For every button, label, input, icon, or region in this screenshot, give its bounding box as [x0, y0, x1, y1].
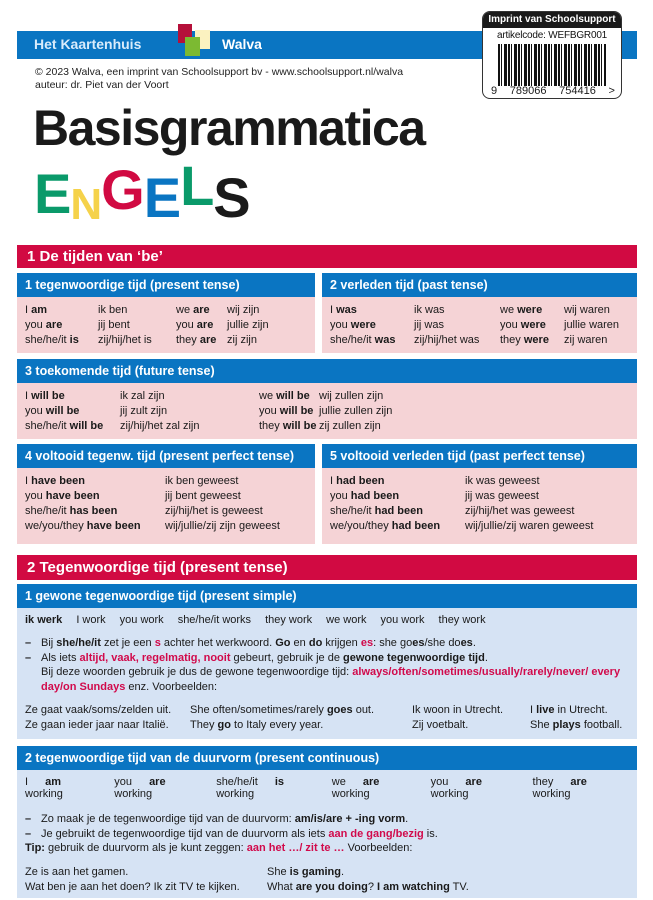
barcode-digit: > — [608, 85, 615, 97]
title-letter: L — [180, 154, 214, 217]
note-item: – Als iets altijd, vaak, regelmatig, nooit gebeurt, gebruik je de gewone tegenwoordige tijd. — [25, 651, 488, 664]
present-simple-notes — [17, 632, 637, 694]
example-nl: Ik woon in Utrecht. — [412, 704, 504, 716]
example-nl: Wat ben je aan het doen? Ik zit TV te kijken. — [25, 880, 240, 893]
cell: wij/jullie/zij waren geweest — [465, 520, 594, 532]
barcode-digits — [491, 85, 615, 97]
barcode-heading: Imprint van Schoolsupport — [483, 12, 621, 28]
example-en: I live in Utrecht. — [530, 704, 608, 716]
cell: I was — [330, 304, 357, 316]
author-text: auteur: dr. Piet van der Voort — [35, 79, 169, 91]
cell: you were — [500, 319, 546, 331]
cell: zij zullen zijn — [319, 420, 381, 432]
past-tense-panel — [322, 273, 637, 353]
cell: jij was geweest — [465, 490, 539, 502]
cell: I have been — [25, 475, 85, 487]
cell: we will be — [259, 390, 310, 402]
present-simple-conjugation — [17, 608, 637, 626]
present-perfect-heading: 4 voltooid tegenw. tijd (present perfect tense) — [17, 444, 315, 468]
barcode-label — [482, 11, 622, 99]
copyright-text: © 2023 Walva, een imprint van Schoolsupport bv - www.schoolsupport.nl/walva — [35, 66, 404, 78]
cell: ik was geweest — [465, 475, 540, 487]
cell: zij/hij/het was geweest — [465, 505, 575, 517]
present-perfect-table — [17, 468, 315, 533]
verb-form: I am working — [25, 776, 63, 800]
present-tense-heading: 1 tegenwoordige tijd (present tense) — [17, 273, 315, 297]
cell: I will be — [25, 390, 65, 402]
present-continuous-conjugation — [17, 770, 637, 800]
page-subtitle-engels — [34, 154, 250, 233]
cell: I had been — [330, 475, 385, 487]
barcode-digit: 9 — [491, 85, 498, 97]
example-nl: Ze gaat vaak/soms/zelden uit. — [25, 704, 172, 716]
cell: they will be — [259, 420, 317, 432]
present-continuous-heading: 2 tegenwoordige tijd van de duurvorm (present continuous) — [17, 746, 637, 770]
past-perfect-heading: 5 voltooid verleden tijd (past perfect tense) — [322, 444, 637, 468]
present-perfect-panel — [17, 444, 315, 544]
present-tense-table — [17, 297, 315, 347]
cell: we were — [500, 304, 543, 316]
cell: ik zal zijn — [120, 390, 165, 402]
brand-het-kaartenhuis: Het Kaartenhuis — [34, 36, 142, 52]
article-code: artikelcode: WEFBGR001 — [496, 30, 608, 41]
cell: you have been — [25, 490, 100, 502]
note-item: Bij deze woorden gebruik je dus de gewone tegenwoordige tijd: always/often/sometimes/usually/rarely/never/ every day/on Sundays enz. Voorbeelden: — [41, 666, 621, 693]
example-en: She plays football. — [530, 719, 623, 731]
past-tense-heading: 2 verleden tijd (past tense) — [322, 273, 637, 297]
cell: she/he/it is — [25, 334, 79, 346]
verb-form: you are working — [430, 776, 482, 800]
example-nl: Ze is aan het gamen. — [25, 865, 129, 878]
example-nl: Ze gaan ieder jaar naar Italië. — [25, 719, 169, 731]
cell: you will be — [25, 405, 80, 417]
note-item: – Zo maak je de tegenwoordige tijd van de duurvorm: am/is/are + -ing vorm. — [25, 813, 409, 825]
present-tense-panel — [17, 273, 315, 353]
barcode-icon — [498, 44, 606, 86]
cell: jullie zullen zijn — [319, 405, 393, 417]
present-continuous-panel — [17, 746, 637, 898]
future-tense-heading: 3 toekomende tijd (future tense) — [17, 359, 637, 383]
example-en: She often/sometimes/rarely goes out. — [190, 704, 375, 716]
cell: jullie zijn — [227, 319, 269, 331]
title-letter: N — [70, 180, 102, 229]
verb-form: you work — [119, 614, 164, 626]
verb-form: we work — [326, 614, 367, 626]
cell: she/he/it had been — [330, 505, 423, 517]
present-simple-heading: 1 gewone tegenwoordige tijd (present simple) — [17, 584, 637, 608]
cell: ik was — [414, 304, 445, 316]
cell: jij bent — [98, 319, 130, 331]
tip-item: Tip: gebruik de duurvorm als je kunt zeggen: aan het …/ zit te … Voorbeelden: — [25, 842, 413, 854]
note-item: – Je gebruikt de tegenwoordige tijd van de duurvorm als iets aan de gang/bezig is. — [25, 827, 438, 840]
cell: zij/hij/het is — [98, 334, 152, 346]
cell: zij waren — [564, 334, 608, 346]
cell: she/he/it has been — [25, 505, 118, 517]
example-en: What are you doing? I am watching TV. — [267, 880, 469, 893]
barcode-digit: 789066 — [509, 85, 547, 97]
cell: jij bent geweest — [165, 490, 241, 502]
title-letter: E — [34, 162, 71, 225]
walva-logo-icon — [176, 24, 212, 58]
present-continuous-notes — [17, 808, 637, 856]
example-en: She is gaming. — [267, 865, 345, 878]
cell: we/you/they had been — [330, 520, 441, 532]
cell: jij zult zijn — [120, 405, 168, 417]
barcode-digit: 754416 — [559, 85, 596, 97]
cell: jullie waren — [564, 319, 620, 331]
verb-form: they work — [265, 614, 313, 626]
cell: you had been — [330, 490, 400, 502]
cell: we are — [176, 304, 210, 316]
future-tense-table — [17, 383, 637, 433]
brand-walva: Walva — [222, 36, 262, 52]
cell: zij/hij/het zal zijn — [120, 420, 200, 432]
cell: zij/hij/het was — [414, 334, 480, 346]
title-letter: G — [101, 158, 144, 221]
verb-form: ik werk — [25, 614, 63, 626]
cell: wij waren — [564, 304, 610, 316]
verb-form: she/he/it is working — [216, 776, 285, 800]
copyright-block — [35, 66, 403, 92]
cell: you are — [176, 319, 214, 331]
example-nl: Zij voetbalt. — [412, 719, 469, 731]
cell: they are — [176, 334, 217, 346]
title-letter: E — [143, 166, 181, 229]
page-title: Basisgrammatica — [33, 100, 425, 156]
cell: zij/hij/het is geweest — [165, 505, 263, 517]
cell: we/you/they have been — [25, 520, 141, 532]
title-letter: S — [213, 166, 250, 229]
cell: she/he/it was — [330, 334, 396, 346]
verb-form: they are working — [532, 776, 587, 800]
past-perfect-panel — [322, 444, 637, 544]
cell: wij zijn — [227, 304, 260, 316]
present-simple-examples — [17, 694, 637, 733]
example-en: They go to Italy every year. — [190, 719, 324, 731]
cell: they were — [500, 334, 549, 346]
past-perfect-table — [322, 468, 637, 533]
verb-form: they work — [438, 614, 486, 626]
verb-form: you work — [380, 614, 425, 626]
cell: I am — [25, 304, 48, 316]
cell: wij zullen zijn — [319, 390, 384, 402]
future-tense-panel — [17, 359, 637, 439]
cell: wij/jullie/zij zijn geweest — [165, 520, 280, 532]
verb-form: you are working — [114, 776, 166, 800]
verb-form: we are working — [331, 776, 380, 800]
cell: ik ben geweest — [165, 475, 239, 487]
cell: you will be — [259, 405, 314, 417]
cell: she/he/it will be — [25, 420, 104, 432]
verb-form: she/he/it works — [177, 614, 252, 626]
section-2-heading: 2 Tegenwoordige tijd (present tense) — [17, 555, 637, 580]
cell: you were — [330, 319, 376, 331]
cell: you are — [25, 319, 63, 331]
section-1-heading: 1 De tijden van ‘be’ — [17, 245, 637, 268]
present-continuous-examples — [17, 856, 637, 895]
verb-form: I work — [76, 614, 106, 626]
present-simple-panel — [17, 584, 637, 739]
past-tense-table — [322, 297, 637, 347]
cell: ik ben — [98, 304, 128, 316]
cell: zij zijn — [227, 334, 257, 346]
cell: jij was — [414, 319, 444, 331]
note-item: – Bij she/he/it zet je een s achter het werkwoord. Go en do krijgen es: she goes/she does. — [25, 637, 476, 649]
